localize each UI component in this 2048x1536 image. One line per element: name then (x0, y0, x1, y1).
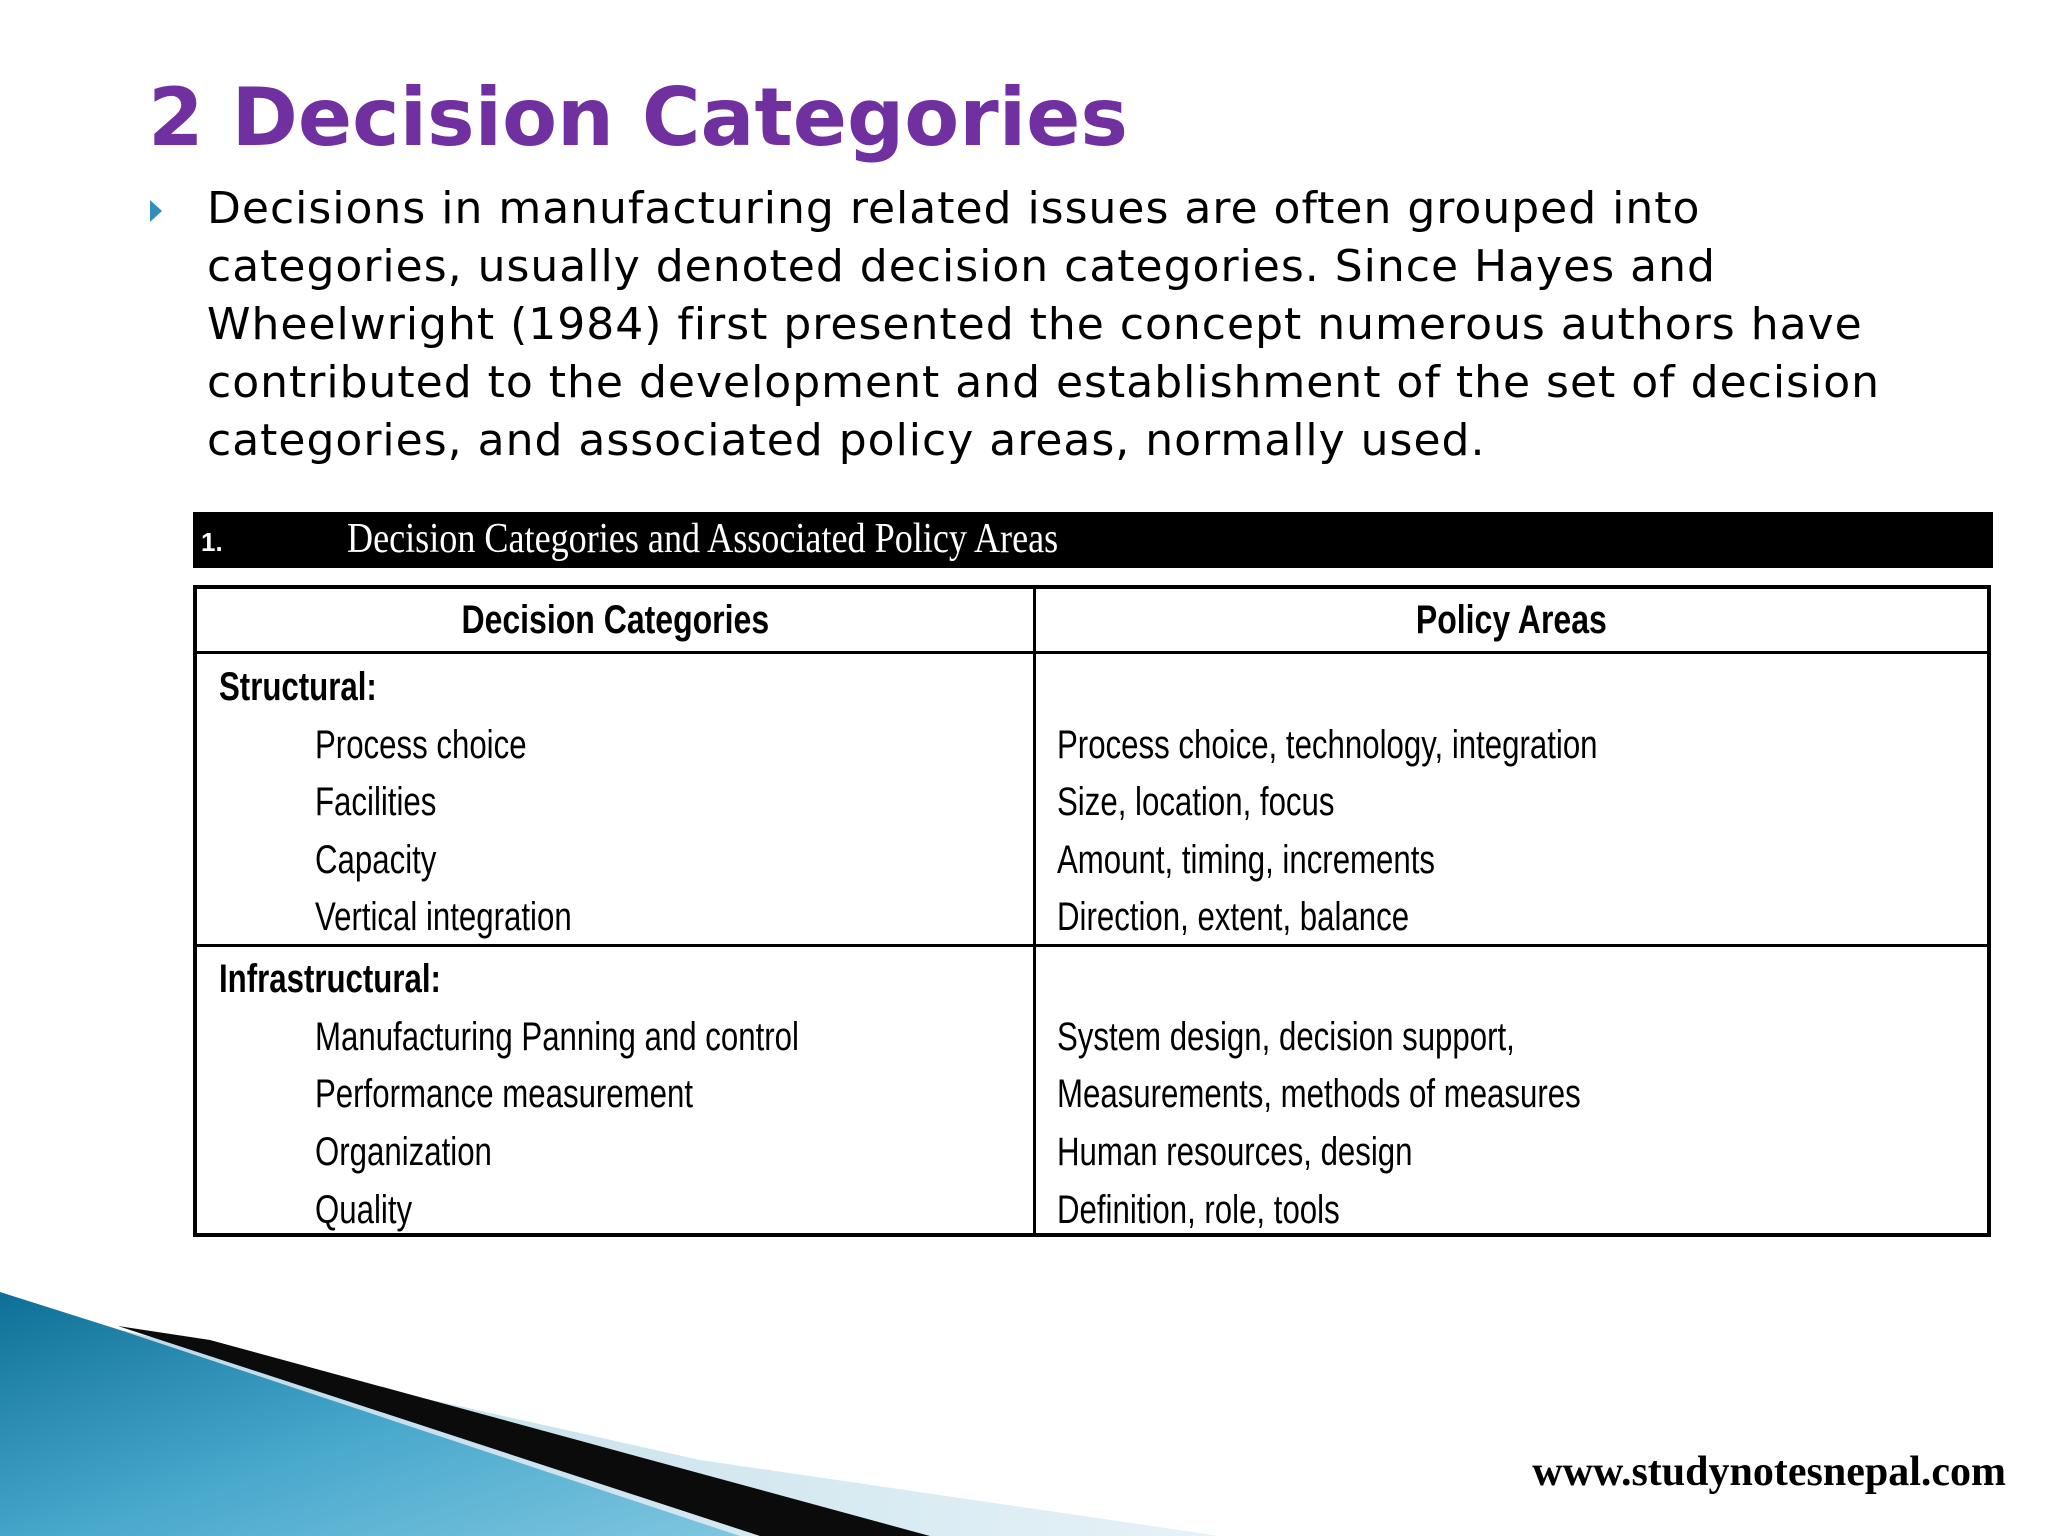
category-cell: Process choice (315, 723, 527, 767)
group-label-structural: Structural: (219, 665, 377, 709)
category-cell: Performance measurement (315, 1072, 694, 1116)
category-cell: Manufacturing Panning and control (315, 1015, 799, 1059)
policy-cell: Definition, role, tools (1057, 1188, 1340, 1232)
policy-cell: Measurements, methods of measures (1057, 1072, 1581, 1116)
table-caption: Decision Categories and Associated Policy Areas (347, 516, 1059, 562)
category-cell: Facilities (315, 780, 437, 824)
policy-cell: Size, location, focus (1057, 780, 1335, 824)
policy-cell: Amount, timing, increments (1057, 838, 1436, 882)
bullet-text: Decisions in manufacturing related issues are often grouped into categories, usually denoted decision categories. Since Hayes and Wheelwright (1984) first presented the concept numerous authors have contributed to the development and establishment of the set of decision categories, and associated policy areas, normally used. (207, 183, 1881, 466)
column-header-policy-areas: Policy Areas (1416, 598, 1607, 642)
slide-title: 2 Decision Categories (148, 71, 1128, 164)
policy-cell: Process choice, technology, integration (1057, 723, 1598, 767)
policy-cell: System design, decision support, (1057, 1015, 1515, 1059)
category-cell: Organization (315, 1130, 492, 1174)
category-cell: Quality (315, 1188, 413, 1232)
group-label-infrastructural: Infrastructural: (219, 957, 441, 1001)
table-number: 1. (201, 527, 223, 557)
category-cell: Capacity (315, 838, 437, 882)
policy-cell: Human resources, design (1057, 1130, 1413, 1174)
policy-cell: Direction, extent, balance (1057, 895, 1410, 939)
category-cell: Vertical integration (315, 895, 572, 939)
column-header-decision-categories: Decision Categories (461, 598, 769, 642)
footer-url: www.studynotesnepal.com (1532, 1449, 2006, 1495)
swoosh-blue-band (0, 1292, 740, 1536)
